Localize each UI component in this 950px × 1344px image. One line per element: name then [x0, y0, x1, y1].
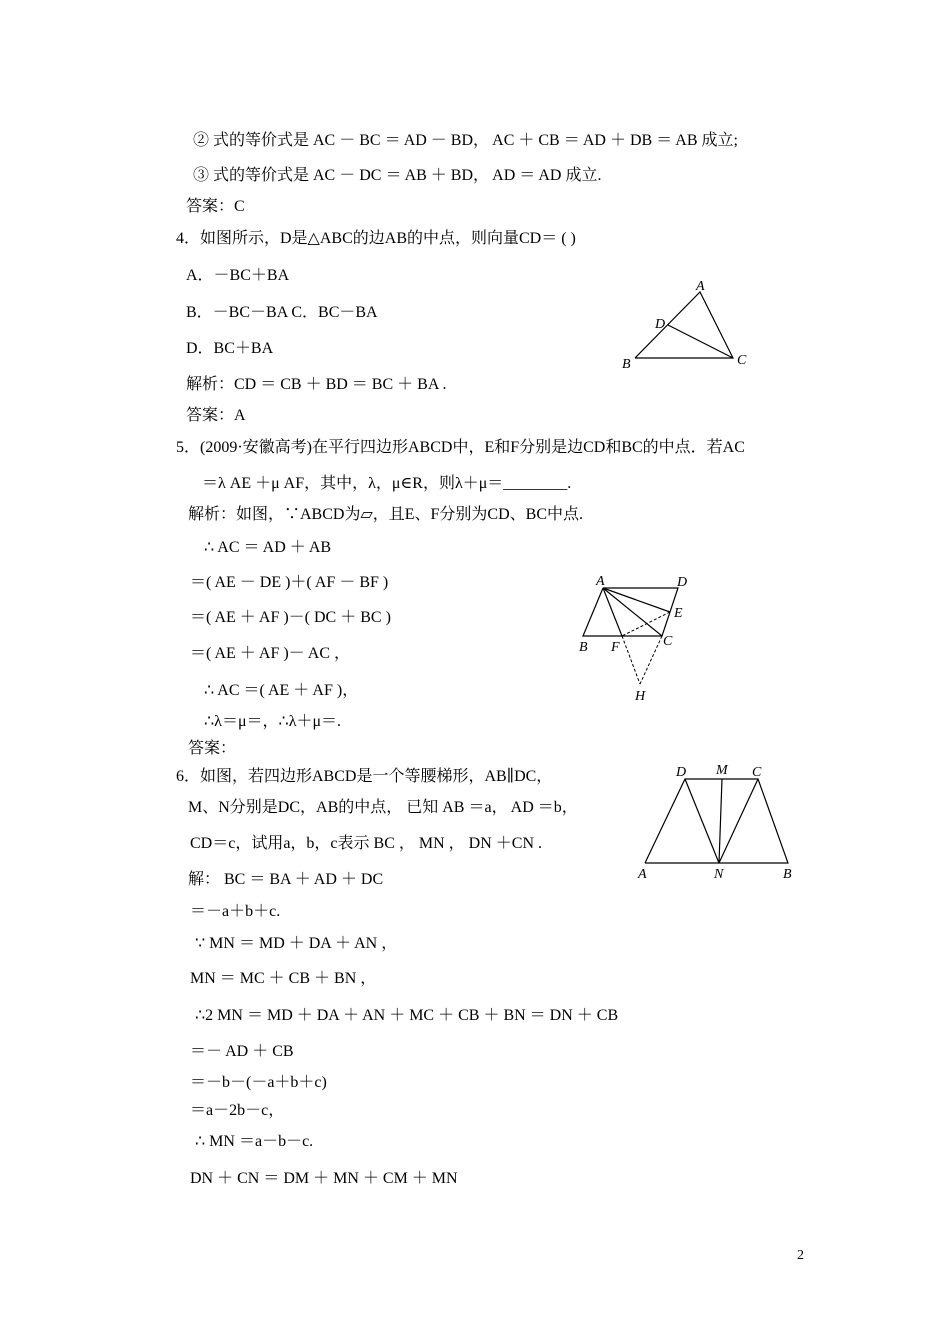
- triangle-label-c: C: [737, 353, 747, 368]
- trapezoid-label-c: C: [752, 765, 762, 780]
- text-line-l05: A．－BC＋BA: [186, 267, 290, 284]
- text-line-l14: ＝( AE － DE )＋( AF － BF ): [190, 574, 389, 591]
- text-line-l32: DN ＋ CN ＝ DM ＋ MN ＋ CM ＋ MN: [190, 1170, 458, 1187]
- text-line-l15: ＝( AE ＋ AF )－( DC ＋ BC ): [190, 609, 391, 626]
- trapezoid-label-a: A: [638, 867, 647, 882]
- parallelogram-figure: [570, 570, 700, 710]
- text-line-l21: M、N分别是DC，AB的中点， 已知 AB ＝a， AD ＝b，: [188, 799, 578, 816]
- text-line-l02: ③ 式的等价式是 AC － DC ＝ AB ＋ BD， AD ＝ AD 成立.: [193, 167, 602, 184]
- text-line-l20: 6．如图，若四边形ABCD是一个等腰梯形，AB∥DC，: [176, 768, 553, 785]
- parallelogram-label-d: D: [677, 575, 688, 590]
- text-line-l10: 5．(2009·安徽高考)在平行四边形ABCD中，E和F分别是边CD和BC的中点．若AC: [176, 439, 745, 456]
- text-line-l04: 4．如图所示，D是△ABC的边AB的中点，则向量CD＝ ( ): [176, 230, 576, 247]
- text-line-l30: ＝a－2b－c，: [190, 1102, 285, 1119]
- trapezoid-figure: [630, 760, 800, 885]
- text-line-l19: 答案：: [188, 740, 237, 757]
- text-line-l13: ∴ AC ＝ AD ＋ AB: [204, 539, 332, 556]
- text-line-l09: 答案：A: [186, 407, 246, 424]
- text-line-l27: ∴2 MN ＝ MD ＋ DA ＋ AN ＋ MC ＋ CB ＋ BN ＝ DN ＋ CB: [195, 1007, 619, 1024]
- text-line-l18: ∴λ＝μ＝，∴λ＋μ＝.: [204, 713, 342, 730]
- text-line-l07: D．BC＋BA: [186, 340, 274, 357]
- triangle-label-d: D: [655, 317, 666, 332]
- parallelogram-label-h: H: [635, 689, 646, 704]
- parallelogram-label-f: F: [611, 640, 620, 655]
- trapezoid-label-n: N: [714, 867, 724, 882]
- page-number: 2: [797, 1248, 804, 1263]
- text-line-l03: 答案：C: [186, 198, 245, 215]
- text-line-l28: ＝－ AD ＋ CB: [190, 1043, 294, 1060]
- text-line-l08: 解析：CD ＝ CB ＋ BD ＝ BC ＋ BA .: [186, 376, 447, 393]
- text-line-l26: MN ＝ MC ＋ CB ＋ BN ，: [190, 970, 377, 987]
- triangle-label-b: B: [622, 357, 631, 372]
- triangle-label-a: A: [696, 280, 705, 294]
- text-line-l23: 解： BC ＝ BA ＋ AD ＋ DC: [188, 871, 384, 888]
- triangle-figure: [615, 280, 755, 375]
- text-line-l31: ∴ MN ＝a－b－c.: [195, 1133, 314, 1150]
- text-line-l16: ＝( AE ＋ AF )－ AC ，: [190, 645, 351, 662]
- text-line-l11: ＝λ AE ＋μ AF，其中，λ，μ∈R，则λ＋μ＝________.: [202, 475, 572, 492]
- text-line-l06: B．－BC－BA C．BC－BA: [186, 304, 378, 321]
- trapezoid-label-d: D: [676, 765, 687, 780]
- parallelogram-label-b: B: [579, 640, 588, 655]
- parallelogram-label-c: C: [663, 634, 673, 649]
- trapezoid-label-b: B: [783, 867, 792, 882]
- text-line-l12: 解析：如图，∵ABCD为▱，且E、F分别为CD、BC中点.: [188, 506, 584, 523]
- parallelogram-label-a: A: [596, 574, 605, 589]
- text-line-l01: ② 式的等价式是 AC － BC ＝ AD － BD， AC ＋ CB ＝ AD ＋ DB ＝ AB 成立;: [193, 132, 738, 149]
- parallelogram-label-e: E: [674, 606, 683, 621]
- text-line-l22: CD＝c，试用a，b，c表示 BC ， MN ， DN ＋CN .: [190, 835, 542, 852]
- trapezoid-label-m: M: [716, 763, 728, 778]
- text-line-l17: ∴ AC ＝( AE ＋ AF )，: [204, 682, 359, 699]
- text-line-l29: ＝－b－(－a＋b＋c): [190, 1074, 327, 1091]
- text-line-l25: ∵ MN ＝ MD ＋ DA ＋ AN ，: [195, 935, 398, 952]
- text-line-l24: ＝－a＋b＋c.: [190, 903, 281, 920]
